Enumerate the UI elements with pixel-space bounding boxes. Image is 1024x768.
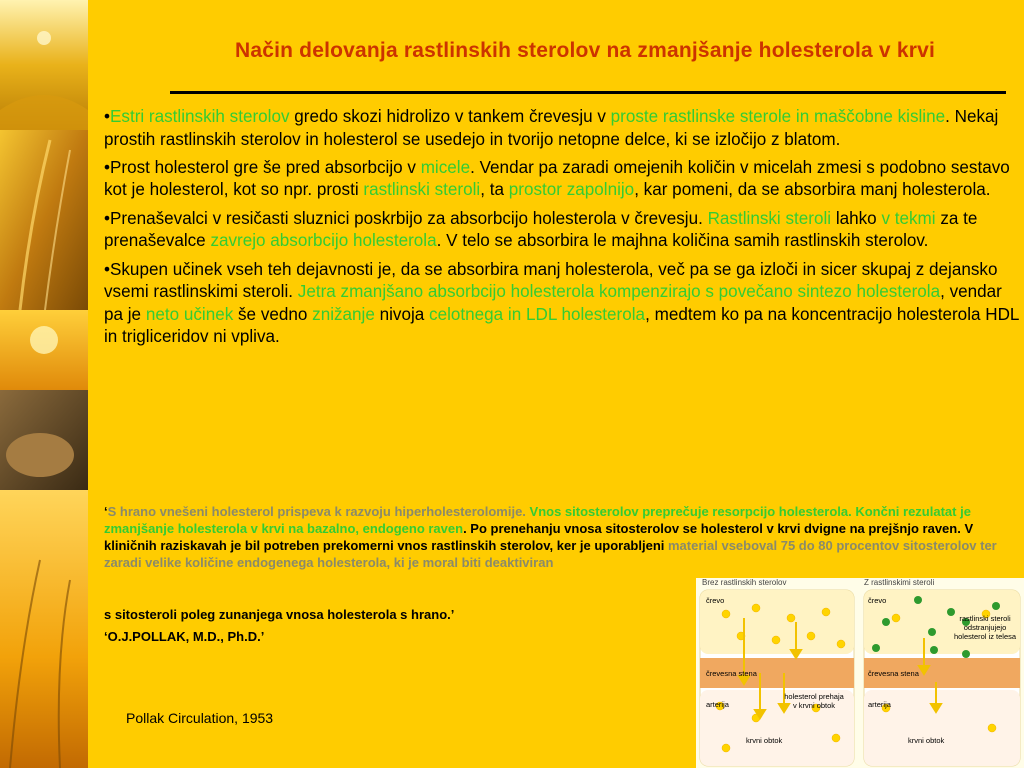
text-segment: prostor zapolnijo bbox=[508, 180, 635, 200]
main-text bbox=[104, 106, 1020, 355]
paragraph bbox=[104, 157, 1020, 202]
text-segment: lahko bbox=[831, 208, 882, 228]
text-segment: nivoja bbox=[374, 304, 430, 324]
text-segment: •Skupen učinek vseh teh dejavnosti je, da se absorbira manj holesterola, več pa se ga izloči in sicer skupaj z dejansko vsemi rastlinskimi steroli. bbox=[104, 259, 998, 302]
title-underline bbox=[170, 91, 1006, 94]
right-crevo-label: črevo bbox=[868, 596, 887, 605]
sidebar-images bbox=[0, 0, 88, 768]
text-segment: . V telo se absorbira le majhna količina samih rastlinskih sterolov. bbox=[436, 231, 929, 251]
quote-segment: material vseboval 75 do 80 procentov sitosterolov ter zaradi velike količine endogenega holesterola, ki je moral biti deaktiviran bbox=[104, 538, 997, 570]
text-segment: neto učinek bbox=[145, 304, 234, 324]
right-obtok-label: krvni obtok bbox=[908, 736, 945, 745]
odstranjujejo-label: rastlinski steroli odstranjujejo holesterol iz telesa bbox=[953, 614, 1017, 641]
left-crevo-label: črevo bbox=[706, 596, 725, 605]
paragraph bbox=[104, 106, 1020, 151]
prehaja-label: holesterol prehaja v krvni obtok bbox=[784, 692, 844, 710]
paragraph bbox=[104, 208, 1020, 253]
text-segment: micele bbox=[420, 157, 471, 177]
text-segment: še vedno bbox=[233, 304, 313, 324]
slide-title: Način delovanja rastlinskih sterolov na zmanjšanje holesterola v krvi bbox=[234, 39, 936, 62]
text-segment: . Nekaj prostih rastlinskih sterolov in holesterol se usedejo in tvorijo netopne delce, ki se izločijo z blatom. bbox=[104, 107, 999, 149]
text-segment: v tekmi bbox=[881, 208, 936, 228]
text-segment: , kar pomeni, da se absorbira manj holesterola. bbox=[634, 180, 991, 200]
text-segment: za te prenaševalce bbox=[104, 208, 978, 251]
text-segment: zavrejo absorbcijo holesterola bbox=[210, 231, 437, 251]
pollak-quote bbox=[104, 503, 1018, 571]
text-segment: , medtem ko pa na koncentracijo holesterola HDL in trigliceridov ni vpliva. bbox=[104, 304, 1019, 347]
text-segment: Jetra zmanjšano absorbcijo holesterola kompenzirajo s povečano sintezo holesterola bbox=[297, 282, 941, 302]
text-segment: , ta bbox=[480, 180, 509, 200]
sterol-diagram bbox=[696, 578, 1024, 768]
right-stena-label: črevesna stena bbox=[868, 669, 919, 678]
text-segment: • bbox=[104, 107, 110, 126]
text-segment: •Prenaševalci v resičasti sluznici poskrbijo za absorbcijo holesterola v črevesju. bbox=[104, 208, 708, 228]
quote-segment: . Po prenehanju vnosa sitosterolov se holesterol v krvi dvigne na prejšnjo raven. V kliničnih raziskavah je bil potreben prekomerni vnos rastlinskih sterolov, ker je uporabljeni bbox=[104, 521, 974, 553]
text-segment: rastlinski steroli bbox=[363, 180, 481, 200]
right-panel-title: Z rastlinskimi steroli bbox=[864, 578, 935, 587]
text-segment: znižanje bbox=[312, 304, 375, 324]
text-segment: gredo skozi hidrolizo v tankem črevesju v bbox=[289, 107, 611, 126]
quote-continuation: s sitosteroli poleg zunanjega vnosa holesterola s hrano.’ bbox=[104, 607, 455, 622]
left-panel-title: Brez rastlinskih sterolov bbox=[702, 578, 787, 587]
text-segment: •Prost holesterol gre še pred absorbcijo v bbox=[104, 157, 421, 177]
quote-author: ‘O.J.POLLAK, M.D., Ph.D.’ bbox=[104, 629, 265, 644]
text-segment: , vendar pa je bbox=[104, 282, 1002, 324]
left-stena-label: črevesna stena bbox=[706, 669, 757, 678]
text-segment: Rastlinski steroli bbox=[707, 208, 832, 228]
right-arterija-label: arterija bbox=[868, 700, 891, 709]
reference: Pollak Circulation, 1953 bbox=[126, 710, 274, 726]
text-segment: celotnega in LDL holesterola bbox=[429, 304, 646, 324]
quote-segment: Vnos sitosterolov preprečuje resorpcijo holesterola. Končni rezulatat je zmanjšanje holesterola v krvi na bazalno, endogeno raven bbox=[104, 504, 971, 536]
text-segment: Estri rastlinskih sterolov bbox=[110, 107, 290, 126]
text-segment: . Vendar pa zaradi omejenih količin v micelah zmesi s podobno sestavo kot je holesterol, kot so npr. prosti bbox=[104, 157, 1010, 200]
quote-segment: ‘ bbox=[104, 504, 108, 519]
left-arterija-label: arterija bbox=[706, 700, 729, 709]
left-obtok-label: krvni obtok bbox=[746, 736, 783, 745]
quote-segment: S hrano vnešeni holesterol prispeva k razvoju hiperholesterolomije. bbox=[107, 504, 530, 519]
text-segment: proste rastlinske sterole in maščobne kisline bbox=[610, 107, 946, 126]
paragraph bbox=[104, 259, 1020, 349]
decorative-sidebar bbox=[0, 0, 88, 768]
